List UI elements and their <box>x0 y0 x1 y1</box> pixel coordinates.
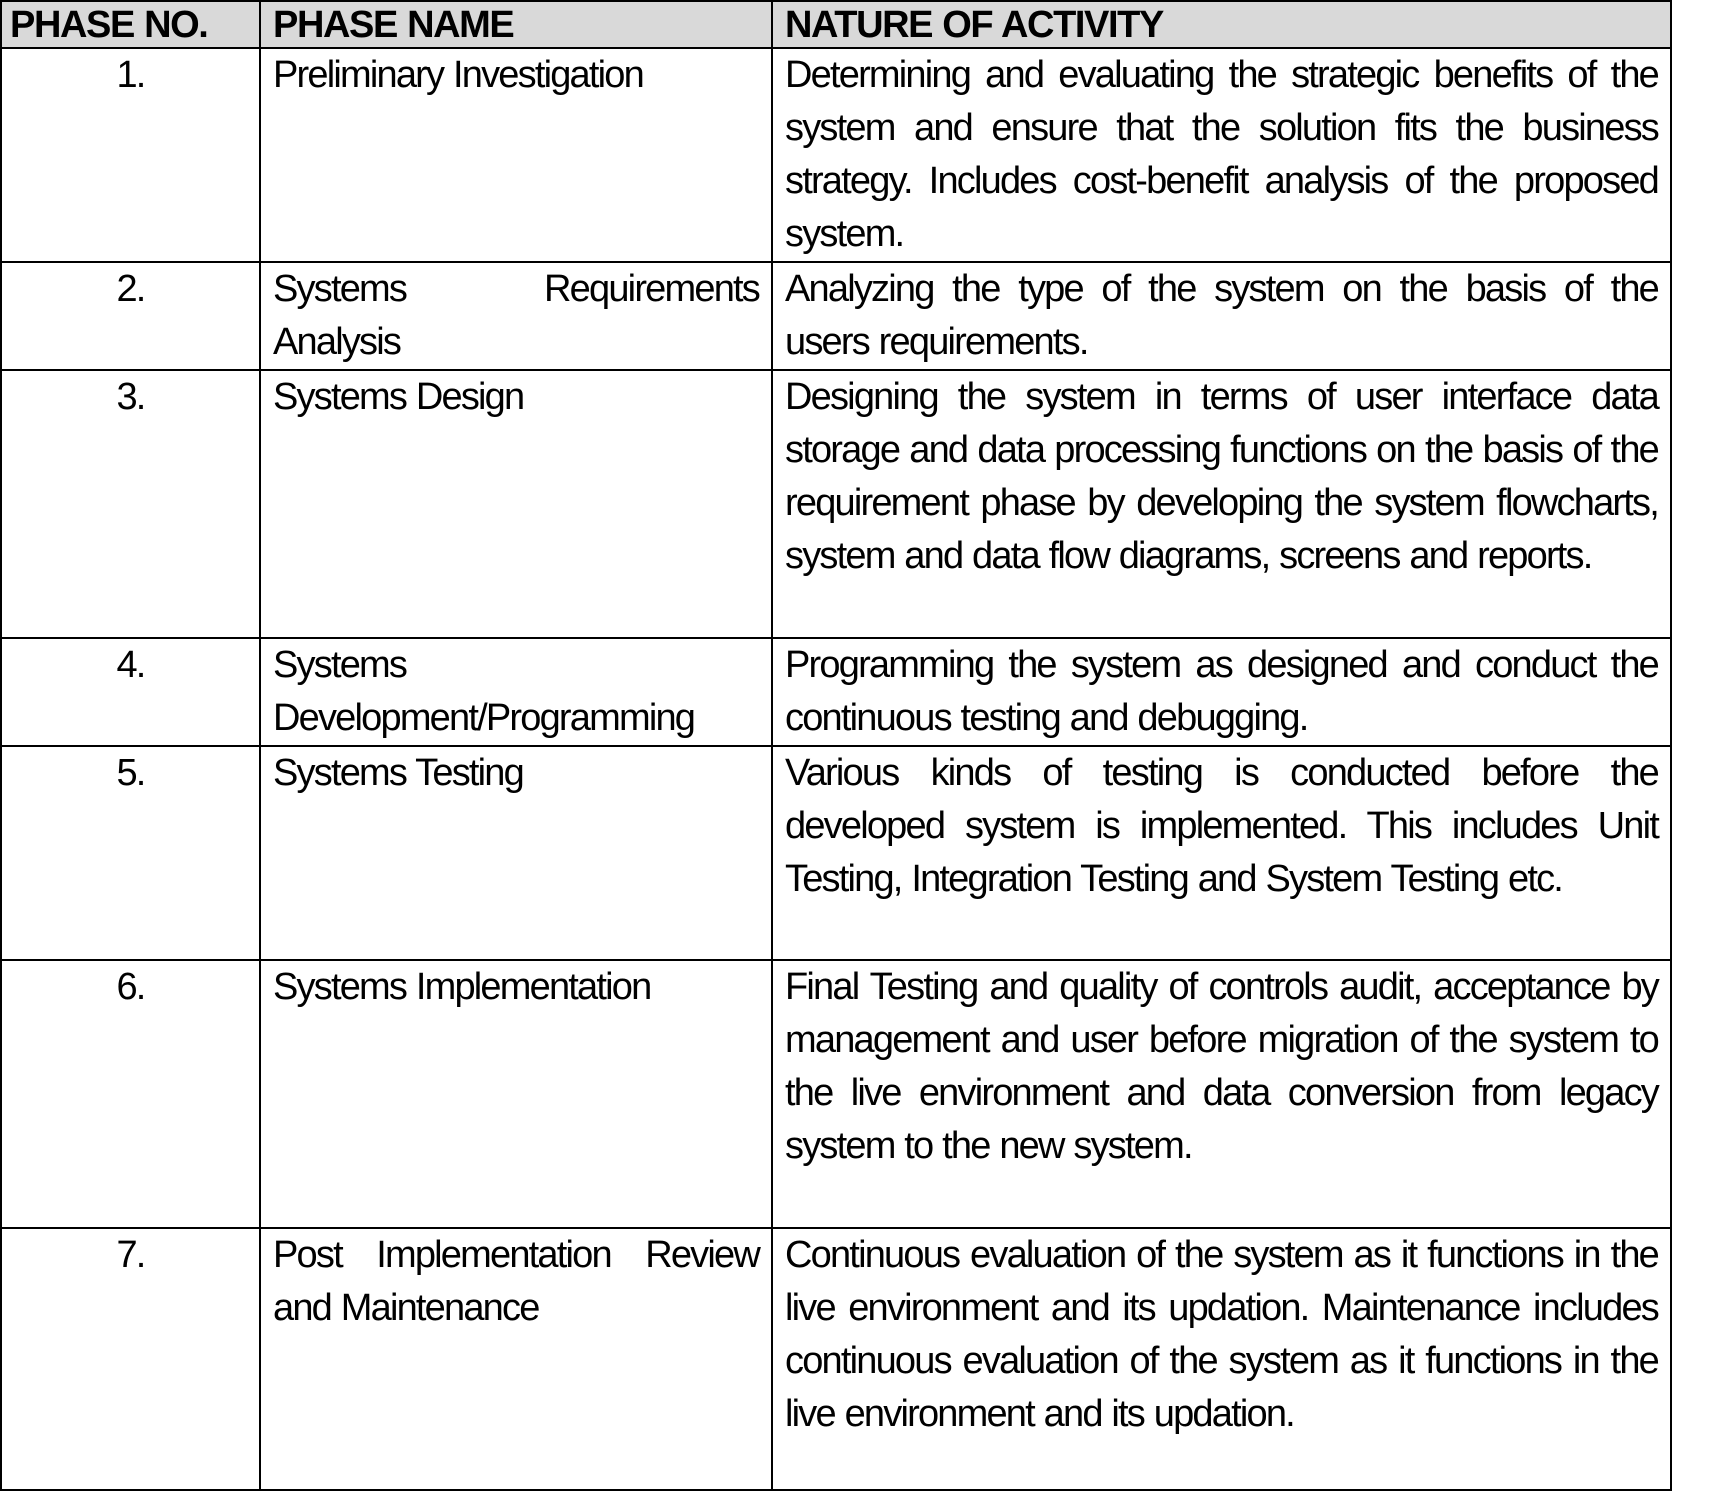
phase-name: Post Implementation Review and Maintenance <box>260 1228 772 1490</box>
header-phase-name: PHASE NAME <box>260 1 772 48</box>
phase-number: 1. <box>1 48 260 262</box>
table-row <box>1 1228 1671 1490</box>
phase-activity: Final Testing and quality of controls audit, acceptance by management and user before migration of the system to the live environment and data conversion from legacy system to the new system. <box>772 960 1671 1228</box>
table-row <box>1 48 1671 262</box>
table-row <box>1 262 1671 370</box>
phase-name: Preliminary Investigation <box>260 48 772 262</box>
phase-name: Systems Implementation <box>260 960 772 1228</box>
phase-activity: Various kinds of testing is conducted before the developed system is implemented. This includes Unit Testing, Integration Testing and System Testing etc. <box>772 746 1671 960</box>
phase-number: 3. <box>1 370 260 638</box>
phase-name: Systems Development/Programming <box>260 638 772 746</box>
phase-number: 6. <box>1 960 260 1228</box>
table-row <box>1 960 1671 1228</box>
table-row <box>1 746 1671 960</box>
phase-activity: Designing the system in terms of user interface data storage and data processing functions on the basis of the requirement phase by developing the system flowcharts, system and data flow diagrams, screens and reports. <box>772 370 1671 638</box>
phase-activity: Analyzing the type of the system on the basis of the users requirements. <box>772 262 1671 370</box>
phase-activity: Programming the system as designed and conduct the continuous testing and debugging. <box>772 638 1671 746</box>
phase-number: 7. <box>1 1228 260 1490</box>
phase-name: Systems Requirements Analysis <box>260 262 772 370</box>
header-nature-of-activity: NATURE OF ACTIVITY <box>772 1 1671 48</box>
table-header <box>1 1 1671 48</box>
phase-number: 4. <box>1 638 260 746</box>
phase-name: Systems Testing <box>260 746 772 960</box>
phase-activity: Continuous evaluation of the system as it functions in the live environment and its updation. Maintenance includes continuous evaluation of the system as it functions in the live environment and its updation. <box>772 1228 1671 1490</box>
header-phase-no: PHASE NO. <box>1 1 260 48</box>
table-row <box>1 370 1671 638</box>
table-row <box>1 638 1671 746</box>
phase-name: Systems Design <box>260 370 772 638</box>
header-row <box>1 1 1671 48</box>
table-body <box>1 48 1671 1490</box>
phase-number: 5. <box>1 746 260 960</box>
phase-number: 2. <box>1 262 260 370</box>
phase-activity: Determining and evaluating the strategic benefits of the system and ensure that the solution fits the business strategy. Includes cost-benefit analysis of the proposed system. <box>772 48 1671 262</box>
